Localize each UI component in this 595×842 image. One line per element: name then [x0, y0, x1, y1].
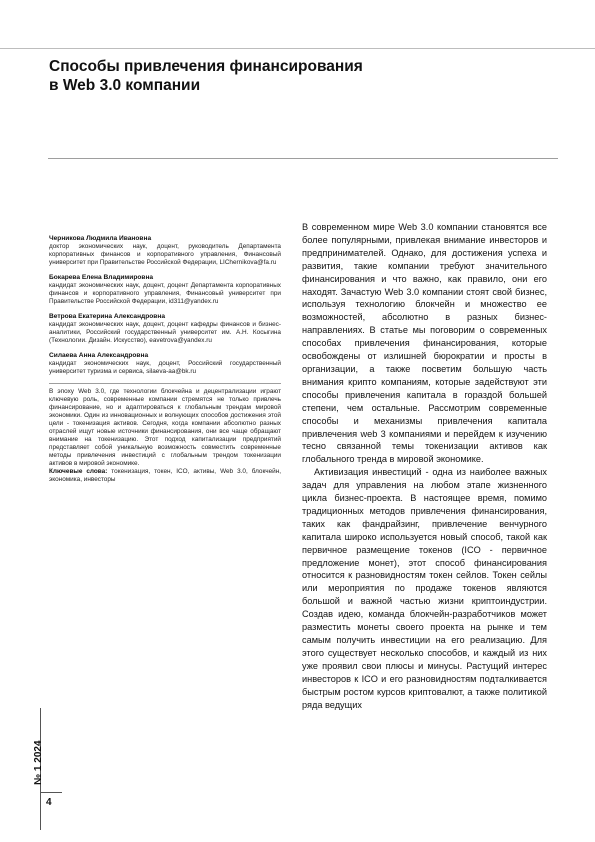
author-name: Черникова Людмила Ивановна [49, 235, 152, 242]
title-divider [48, 158, 558, 159]
author-affiliation: кандидат экономических наук, доцент, доцент Департамента корпоративных финансов и корпоративного управления, Финансовый университет при Правительстве Российской Федерации, id311@yandex.ru [49, 282, 281, 305]
keywords-text: токенизация, токен, ICO, активы, Web 3.0, блокчейн, экономика, инвесторы [49, 468, 281, 483]
body-paragraph-1: В современном мире Web 3.0 компании становятся все более популярными, привлекая внимание инвесторов и предпринимателей. Однако, для достижения успеха и развития, такие компании требуют значительного финансирования и что важно, как правило, они его находят. Зачастую Web 3.0 компании стоят свой бизнес, используя технологию блокчейн и множество ее возможностей, абсолютно в разных бизнес-направлениях. В статье мы поговорим о современных способах привлечения финансирования, которые освобождены от излишней бюрократии и просты в организации, а также посветим большую часть внимания крипто компаниям, которые задействуют эти способы привлечения капитала в гораздой большей степени, чем остальные. Рассмотрим современные способы и механизмы привлечения капитала привлечения web 3 компаниями и перейдем к изучению тесно связанной темы токенизации активов как глобального тренда в мировой экономике. [302, 222, 547, 465]
page-number: 4 [46, 797, 52, 808]
keywords-label: Ключевые слова: [49, 468, 108, 475]
footer-horizontal-rule [40, 792, 62, 793]
author-name: Силаева Анна Александровна [49, 352, 149, 359]
author-abstract-column [49, 235, 281, 484]
body-paragraph-2: Активизация инвестиций - одна из наиболее важных задач для управления на любом этапе жизненного цикла бизнес-проекта. В настоящее время, помимо традиционных методов привлечения финансирования, таких как фандрайзинг, привлечение венчурного капитала широко используется новый способ, такой как первичное размещение токенов (ICO - первичное предложение монет), этот способ финансирования относится к разновидностям токен сейлов. Токен сейлы или мероприятия по продаже токенов являются большой и важной частью жизни криптоиндустрии. Создав идею, команда блокчейн-разработчиков может разместить монеты своего проекта на рынке и тем самым получить инвестиции на его реализацию. Для этого существует несколько способов, и каждый из них уже проявил свои плюсы и минусы. Растущий интерес инвесторов к ICO и его разновидностям подталкивается быстрым ростом курсов криптовалют, а также политикой ряда ведущих [302, 467, 547, 710]
title-line-1: Способы привлечения финансирования [49, 58, 363, 75]
author-block [49, 352, 281, 376]
abstract: В эпоху Web 3.0, где технологии блокчейна и децентрализации играют ключевую роль, современные компании стремятся не только привлечь финансирование, но и адаптироваться к глобальным трендам мировой экономики. Один из инновационных и волнующих способов достижения этой цели - токенизация активов. Сегодня, когда компании абсолютно разных отраслей ищут новые источники финансирования, они все чаще обращают внимание на токенизацию. Этот подход капитализации предприятий представляет собой уникальную возможность совместить современные методы привлечения инвестиций с глобальным трендом токенизации активов в мировой экономике. [49, 388, 281, 467]
title-line-2: в Web 3.0 компании [49, 77, 201, 94]
author-affiliation: доктор экономических наук, доцент, руководитель Департамента корпоративных финансов и корпоративного управления, Финансовый университет при Правительстве Российской Федерации, LIChernikova@fa.ru [49, 243, 281, 266]
author-name: Бокарева Елена Владимировна [49, 274, 154, 281]
author-block [49, 235, 281, 267]
author-affiliation: кандидат экономических наук, доцент, доцент кафедры финансов и бизнес-аналитики, Российский государственный университет им. А.Н. Косыгина (Технологии. Дизайн. Искусство), eavetrova@yandex.ru [49, 321, 281, 344]
keywords [49, 468, 281, 484]
author-name: Ветрова Екатерина Александровна [49, 313, 166, 320]
abstract-divider [49, 383, 281, 384]
body-column [302, 221, 547, 711]
issue-label: № 1 2024 [33, 740, 44, 785]
article-title [49, 57, 549, 95]
author-block [49, 313, 281, 345]
author-affiliation: кандидат экономических наук, доцент, Российский государственный университет туризма и сервиса, silaeva-aa@bk.ru [49, 360, 281, 375]
author-block [49, 274, 281, 306]
header-rule [0, 48, 595, 49]
